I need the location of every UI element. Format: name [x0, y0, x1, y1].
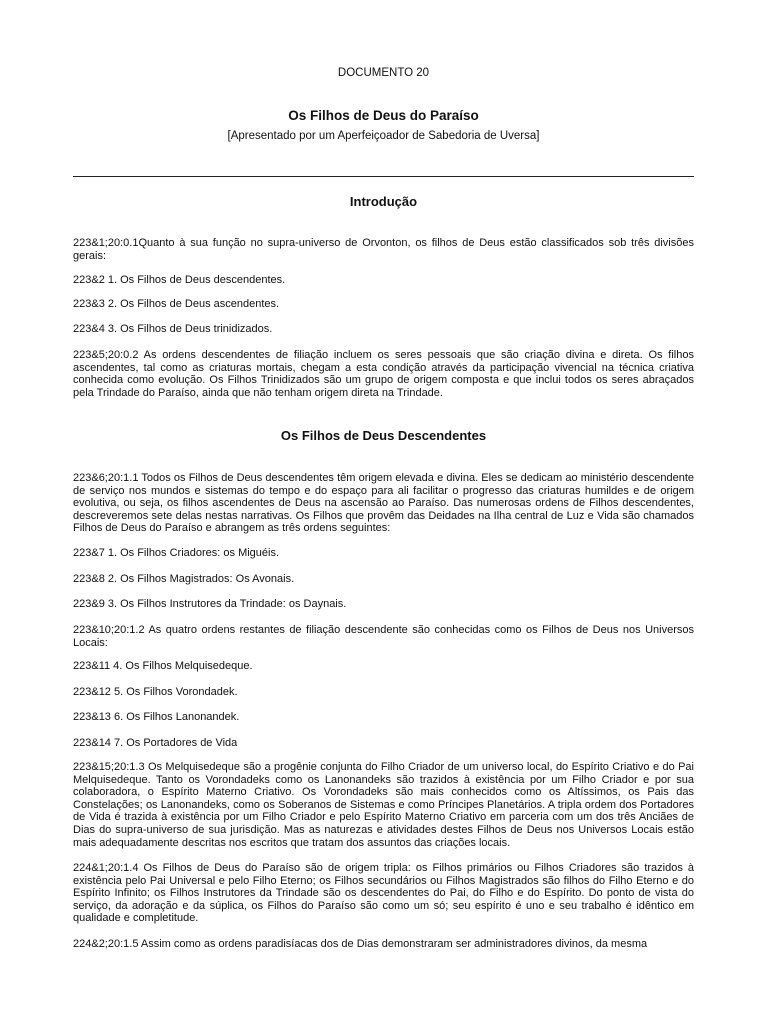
paragraph: 223&15;20:1.3 Os Melquisedeque são a progênie conjunta do Filho Criador de um universo local, do Espírito Criativo e do Pai Melquisedeque. Tanto os Vorondadeks como os Lanonandeks são trazidos à existência por um Filho Criador e por sua colaboradora, o Espírito Materno Criativo. Os Vorondadeks são mais conhecidos como os Altíssimos, os Pais das Constelações; os Lanonandeks, como os Soberanos de Sistemas e como Príncipes Planetários. A tripla ordem dos Portadores de Vida é trazida à existência por um Filho Criador e pelo Espírito Materno Criativo em parceria com um dos três Anciães de Dias do supra-universo de sua jurisdição. Mas as naturezas e atividades destes Filhos de Deus nos Universos Locais estão mais adequadamente descritas nos escritos que tratam dos assuntos das criações locais. [73, 761, 694, 849]
list-item: 223&7 1. Os Filhos Criadores: os Miguéis. [73, 547, 280, 559]
paragraph: 224&1;20:1.4 Os Filhos de Deus do Paraíso são de origem tripla: os Filhos primários ou Filhos Criadores são trazidos à existência pelo Pai Universal e pelo Filho Eterno; os Filhos secundários ou Filhos Magistrados são filhos do Filho Eterno e do Espírito Infinito; os Filhos Instrutores da Trindade são os descendentes do Pai, do Filho e do Espírito. Do ponto de vista do serviço, da adoração e da súplica, os Filhos do Paraíso são como um só; seu espírito é uno e seu trabalho é idêntico em qualidade e completitude. [73, 862, 694, 925]
list-item: 223&9 3. Os Filhos Instrutores da Trindade: os Daynais. [73, 598, 347, 610]
list-item: 223&4 3. Os Filhos de Deus trinidizados. [73, 323, 273, 335]
list-item: 223&11 4. Os Filhos Melquisedeque. [73, 660, 253, 672]
paragraph: 224&2;20:1.5 Assim como as ordens paradisíacas dos de Dias demonstraram ser administradores divinos, da mesma [73, 938, 648, 950]
paragraph: 223&6;20:1.1 Todos os Filhos de Deus descendentes têm origem elevada e divina. Eles se dedicam ao ministério descendente de serviço nos mundos e sistemas do tempo e do espaço para ali facilitar o progresso das criaturas humildes e de origem evolutiva, ou seja, os filhos ascendentes de Deus na ascensão ao Paraíso. Das numerosas ordens de Filhos descendentes, descreveremos sete delas nestas narrativas. Os Filhos que provêm das Deidades na Ilha central de Luz e Vida são chamados Filhos de Deus do Paraíso e abrangem as três ordens seguintes: [73, 472, 694, 535]
section-heading-descendants: Os Filhos de Deus Descendentes [280, 428, 487, 443]
paragraph: 223&10;20:1.2 As quatro ordens restantes de filiação descendente são conhecidas como os Filhos de Deus nos Universos Locais: [73, 624, 694, 649]
list-item: 223&3 2. Os Filhos de Deus ascendentes. [73, 298, 280, 310]
paragraph: 223&5;20:0.2 As ordens descendentes de filiação incluem os seres pessoais que são criação divina e direta. Os filhos ascendentes, tal como as criaturas mortais, chegam a esta condição através da participação vivencial na técnica criativa conhecida como evolução. Os Filhos Trinidizados são um grupo de origem composta e que inclui todos os seres abraçados pela Trindade do Paraíso, ainda que não tenham origem direta na Trindade. [73, 349, 694, 399]
document-title: Os Filhos de Deus do Paraíso [288, 108, 479, 123]
list-item: 223&8 2. Os Filhos Magistrados: Os Avonais. [73, 573, 295, 585]
list-item: 223&14 7. Os Portadores de Vida [73, 737, 238, 749]
document-number: DOCUMENTO 20 [337, 67, 430, 79]
paragraph: 223&1;20:0.1Quanto à sua função no supra-universo de Orvonton, os filhos de Deus estão classificados sob três divisões gerais: [73, 237, 694, 262]
horizontal-divider [73, 176, 694, 177]
document-subtitle: [Apresentado por um Aperfeiçoador de Sabedoria de Uversa] [227, 130, 540, 142]
list-item: 223&12 5. Os Filhos Vorondadek. [73, 686, 238, 698]
list-item: 223&13 6. Os Filhos Lanonandek. [73, 711, 240, 723]
list-item: 223&2 1. Os Filhos de Deus descendentes. [73, 274, 286, 286]
section-heading-introduction: Introdução [349, 194, 418, 209]
